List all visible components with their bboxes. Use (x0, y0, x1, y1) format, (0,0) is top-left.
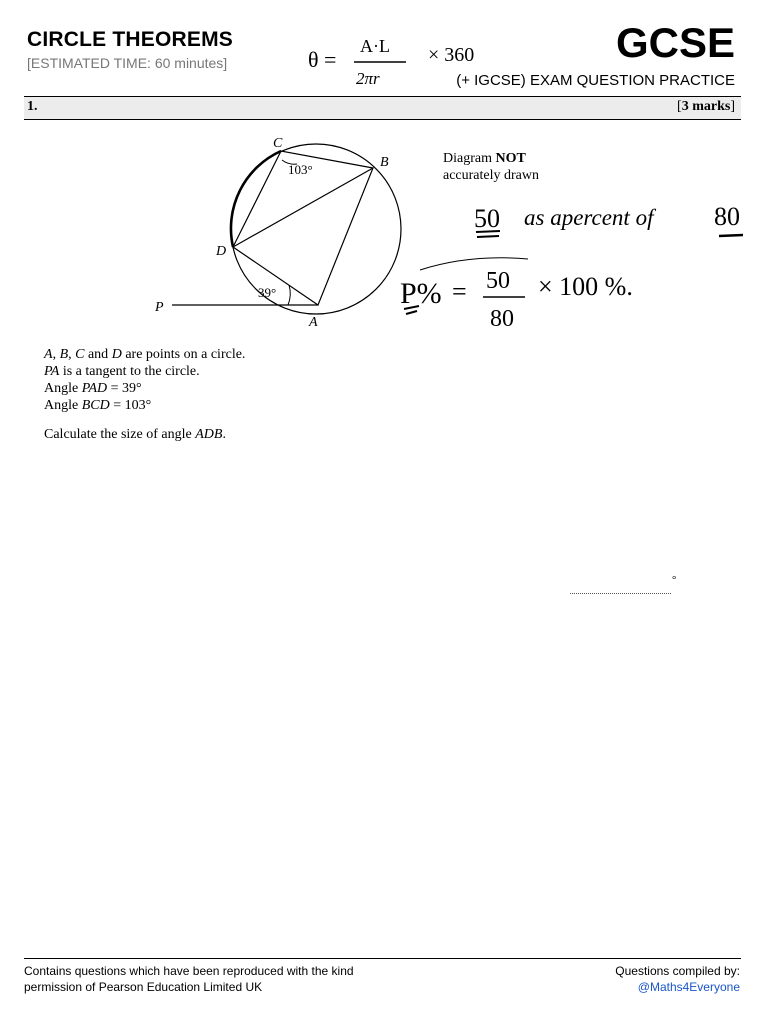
question-number: 1. (27, 99, 38, 114)
hw-eq-equals: = (452, 277, 467, 306)
hw-eq-den: 80 (490, 306, 514, 332)
angle-c-value: 103° (288, 162, 313, 177)
page-title: CIRCLE THEOREMS (27, 28, 234, 51)
hw-formula-lhs: θ = (308, 47, 337, 72)
hw-underline-50 (476, 231, 500, 237)
label-b: B (380, 155, 389, 170)
hw-formula-den: 2πr (356, 69, 380, 88)
handwritten-notes (308, 36, 743, 332)
hw-underline-80 (719, 235, 743, 236)
hw-phrase-50: 50 (474, 204, 500, 233)
hw-eq-lhs: P% (400, 277, 442, 310)
hw-eq-rhs: × 100 %. (538, 272, 633, 301)
angle-d-value: 39° (258, 285, 277, 300)
estimated-time: [ESTIMATED TIME: 60 minutes] (27, 55, 228, 71)
hw-formula-mult: × 360 (428, 44, 475, 66)
footer-copyright: Contains questions which have been reproduced with the kind permission of Pearson Education Limited UK (24, 964, 354, 994)
label-c: C (273, 136, 283, 151)
statement-angle-bcd: Angle BCD = 103° (44, 398, 152, 413)
question-statements (44, 346, 245, 414)
statement-tangent: PA is a tangent to the circle. (44, 364, 200, 379)
footer-divider (24, 958, 741, 959)
angle-arc-a (288, 285, 290, 305)
circle (231, 144, 401, 314)
question-marks: [3 marks] (677, 99, 735, 114)
footer-credit: Questions compiled by: @Maths4Everyone (615, 964, 740, 994)
hw-eq-num: 50 (486, 268, 510, 294)
answer-unit: ° (672, 574, 677, 586)
statement-angle-pad: Angle PAD = 39° (44, 381, 142, 396)
label-a: A (309, 315, 318, 330)
question-prompt: Calculate the size of angle ADB. (44, 427, 226, 442)
statement-points: A, B, C and D are points on a circle. (44, 347, 246, 362)
diagram-note: Diagram NOT accurately drawn (443, 151, 539, 183)
label-d: D (216, 244, 227, 259)
hw-phrase-mid: as apercent of (524, 205, 654, 230)
answer-line[interactable] (570, 592, 671, 594)
level-heading: GCSE (615, 19, 735, 66)
hw-formula-num: A·L (360, 36, 390, 56)
author-link[interactable]: @Maths4Everyone (637, 980, 740, 994)
exam-subtitle: (+ IGCSE) EXAM QUESTION PRACTICE (456, 72, 735, 89)
chord-db (233, 168, 373, 247)
hw-phrase-80: 80 (714, 202, 740, 231)
hw-over-stroke (420, 258, 528, 270)
label-p: P (155, 300, 164, 315)
